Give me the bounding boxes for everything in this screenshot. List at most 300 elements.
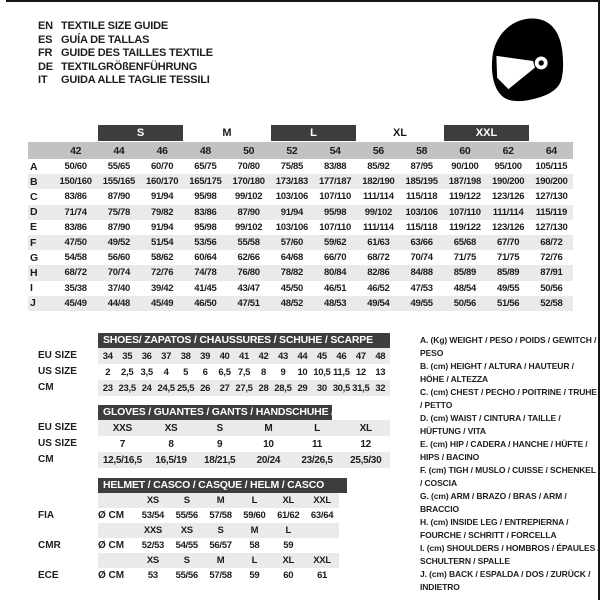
size-band-cell: 42 <box>70 144 82 157</box>
language-code: FR <box>38 47 53 59</box>
size-band-cell: 44 <box>113 144 125 157</box>
size-value: 83/86 <box>194 206 217 218</box>
size-value: 48/52 <box>280 297 304 309</box>
table-cell: XL <box>282 555 294 566</box>
bar-spacer <box>30 405 98 420</box>
table-cell: 6 <box>202 366 208 378</box>
size-row <box>28 281 573 296</box>
size-value: 87/90 <box>107 221 131 233</box>
size-value: 70/74 <box>107 267 131 279</box>
title-list <box>38 20 213 88</box>
table-cell: 18/21,5 <box>204 454 236 466</box>
table-cell: XXL <box>313 495 331 506</box>
table-cell: 8 <box>168 438 174 450</box>
table-cell: 47 <box>355 350 366 362</box>
group-header-cell: M <box>222 126 232 139</box>
size-value: 190/200 <box>492 176 525 188</box>
helmet-size-row <box>98 493 339 508</box>
table-cell: 57/58 <box>209 570 232 581</box>
size-value: 68/72 <box>540 237 563 249</box>
row-letter: C <box>30 190 38 203</box>
size-value: 44/48 <box>107 297 131 309</box>
size-value: 55/58 <box>237 237 260 249</box>
size-value: 70/80 <box>237 161 260 173</box>
helmet-size-row <box>98 553 339 568</box>
table-cell: 63/64 <box>310 510 334 521</box>
size-value: 65/75 <box>194 161 217 173</box>
table-cell: M <box>264 422 273 434</box>
gloves-title-bar: GLOVES / GUANTES / GANTS / HANDSCHUHE / GUANTI <box>98 405 332 420</box>
size-value: 71/74 <box>64 206 87 218</box>
size-row <box>28 159 573 174</box>
diameter-unit: Ø CM <box>98 570 125 581</box>
size-value: 51/54 <box>150 237 174 249</box>
table-cell: 24,5 <box>157 382 175 394</box>
size-value: 53/56 <box>194 237 217 249</box>
shoes-title-bar: SHOES/ ZAPATOS / CHAUSSURES / SCHUHE / SCARPE <box>98 333 390 348</box>
legend-item: I. (cm) SHOULDERS / HOMBROS / ÉPAULES / SCHULTERN / SPALLE <box>420 543 600 566</box>
table-row <box>98 436 390 452</box>
size-value: 45/49 <box>64 297 87 309</box>
table-cell: 10,5 <box>313 366 331 378</box>
legend <box>420 334 600 594</box>
table-cell: 23,5 <box>118 382 136 394</box>
size-value: 107/110 <box>319 191 351 203</box>
table-cell: 10 <box>263 438 274 450</box>
size-value: 91/94 <box>280 206 304 218</box>
table-cell: 8 <box>260 366 266 378</box>
size-value: 63/66 <box>410 237 433 249</box>
size-value: 46/50 <box>194 297 217 309</box>
size-value: 111/114 <box>363 221 394 233</box>
size-value: 95/98 <box>194 191 217 203</box>
size-value: 103/106 <box>275 191 308 203</box>
size-value: 111/114 <box>492 206 524 218</box>
size-band-cell: 62 <box>502 144 514 157</box>
helmet-size-row <box>98 523 339 538</box>
frame-border-top <box>6 0 600 2</box>
table-cell: 42 <box>258 350 269 362</box>
cert-label: ECE <box>38 570 59 581</box>
size-value: 48/54 <box>453 282 477 294</box>
size-value: 71/75 <box>496 252 520 264</box>
table-cell: 25,5 <box>176 382 195 394</box>
size-value: 83/86 <box>64 191 87 203</box>
table-cell: 6,5 <box>218 366 231 378</box>
table-cell: XS <box>146 495 159 506</box>
bar-spacer <box>30 333 98 348</box>
language-code: DE <box>38 60 53 73</box>
size-value: 173/183 <box>275 176 308 188</box>
size-value: 45/49 <box>150 297 174 309</box>
size-row <box>28 174 573 189</box>
helmet-value-row <box>98 568 339 583</box>
size-value: 68/72 <box>64 267 87 279</box>
size-value: 72/76 <box>540 252 563 264</box>
shoes-table <box>30 333 390 396</box>
size-table <box>28 124 573 311</box>
size-value: 35/38 <box>64 282 87 294</box>
table-cell: S <box>216 422 223 434</box>
size-value: 37/40 <box>107 282 131 294</box>
table-cell: 58 <box>249 540 260 551</box>
table-cell: 28,5 <box>274 382 292 394</box>
table-cell: 27,5 <box>235 382 253 394</box>
size-value: 160/170 <box>146 176 179 188</box>
size-value: 127/130 <box>535 191 568 203</box>
size-band-cell: 64 <box>545 144 557 157</box>
language-code: IT <box>38 74 48 86</box>
size-value: 66/70 <box>323 252 347 264</box>
size-value: 85/89 <box>496 267 520 279</box>
table-cell: 46 <box>336 350 347 362</box>
table-cell: 12,5/16,5 <box>102 454 142 466</box>
size-value: 155/165 <box>102 176 135 188</box>
table-cell: 61/62 <box>277 510 300 521</box>
legend-item: H. (cm) INSIDE LEG / ENTREPIERNA / FOURCHE / SCHRITT / FORCELLA <box>420 517 569 540</box>
group-header-cell: XXL <box>444 125 529 141</box>
cert-label: CMR <box>38 540 61 551</box>
table-cell: XS <box>164 422 178 434</box>
title-row <box>38 34 213 48</box>
size-value: 68/72 <box>367 252 390 264</box>
size-value: 95/98 <box>323 206 347 218</box>
table-cell: 25,5/30 <box>350 454 382 466</box>
table-cell: 36 <box>141 350 152 362</box>
size-value: 105/115 <box>535 161 568 173</box>
table-cell: 41 <box>239 350 249 362</box>
size-row <box>28 235 573 250</box>
table-cell: 28 <box>258 382 269 394</box>
row-label: US SIZE <box>38 438 77 449</box>
table-cell: 29 <box>297 382 308 394</box>
size-row <box>28 296 573 311</box>
legend-item: A. (Kg) WEIGHT / PESO / POIDS / GEWITCH / PESO <box>420 335 597 358</box>
size-value: 74/78 <box>194 267 217 279</box>
size-value: 59/62 <box>323 237 347 249</box>
size-value: 46/51 <box>323 282 347 294</box>
table-cell: 55/56 <box>175 510 198 521</box>
helmet-content <box>98 478 339 583</box>
diameter-unit: Ø CM <box>98 510 125 521</box>
group-header-cell <box>54 125 96 141</box>
size-value: 47/50 <box>64 237 87 249</box>
title-text: GUÍA DE TALLAS <box>61 33 150 46</box>
table-cell: 59/60 <box>243 510 266 521</box>
size-value: 52/58 <box>540 297 563 309</box>
row-letter: J <box>30 297 36 310</box>
row-label <box>30 523 98 538</box>
size-value: 87/95 <box>410 161 433 173</box>
size-band-cell: 56 <box>372 144 384 157</box>
table-cell: 23/26,5 <box>301 454 333 466</box>
helmet-row-labels <box>30 478 98 583</box>
table-cell: XXL <box>313 555 331 566</box>
size-value: 55/65 <box>107 161 131 173</box>
table-cell: 34 <box>102 350 113 362</box>
helmet-rows <box>98 493 339 583</box>
size-value: 50/56 <box>540 282 563 294</box>
table-cell: XXS <box>112 422 132 434</box>
size-value: 165/175 <box>189 176 222 188</box>
title-text: TEXTILGRÖßENFÜHRUNG <box>61 60 198 73</box>
size-band-cell: 52 <box>286 144 298 157</box>
table-cell: M <box>216 495 225 506</box>
row-letter: A <box>30 160 38 173</box>
size-value: 60/64 <box>194 252 217 264</box>
table-cell: L <box>314 422 320 434</box>
table-cell: XS <box>146 555 159 566</box>
size-value: 103/106 <box>405 206 438 218</box>
size-value: 64/68 <box>280 252 304 264</box>
size-row <box>28 189 573 204</box>
gloves-table <box>30 405 390 468</box>
group-header-cell: L <box>271 125 356 141</box>
table-cell: 37 <box>161 350 172 362</box>
size-row <box>28 205 573 220</box>
row-label: US SIZE <box>38 366 77 377</box>
table-cell: 60 <box>283 570 294 581</box>
size-value: 95/98 <box>194 221 217 233</box>
legend-item: D. (cm) WAIST / CINTURA / TAILLE / HÜFTUNG / VITA <box>420 413 561 436</box>
table-cell: 2,5 <box>121 366 134 378</box>
table-row <box>98 380 390 396</box>
size-row <box>28 250 573 265</box>
size-value: 61/63 <box>367 237 390 249</box>
size-value: 48/53 <box>323 297 347 309</box>
table-cell: 44 <box>297 350 308 362</box>
size-band-cell: 60 <box>459 144 471 157</box>
size-value: 187/198 <box>448 176 481 188</box>
size-value: 43/47 <box>237 282 260 294</box>
table-row <box>98 364 390 380</box>
size-band-cell: 46 <box>156 144 168 157</box>
table-cell: 53/54 <box>141 510 165 521</box>
table-cell: M <box>250 525 259 536</box>
table-cell: 57/58 <box>209 510 232 521</box>
table-cell: 40 <box>219 350 230 362</box>
table-row <box>98 452 390 468</box>
table-cell: 12 <box>355 366 366 378</box>
helmet-icon <box>487 15 565 112</box>
cert-label: FIA <box>38 510 55 521</box>
table-row <box>98 348 390 364</box>
table-cell: 5 <box>183 366 189 378</box>
size-value: 127/130 <box>535 221 568 233</box>
table-cell: 7,5 <box>237 366 251 378</box>
size-value: 39/42 <box>150 282 174 294</box>
table-cell: 52/53 <box>141 540 165 551</box>
size-value: 170/180 <box>232 176 265 188</box>
size-value: 85/89 <box>453 267 477 279</box>
size-value: 49/55 <box>496 282 520 294</box>
language-code: ES <box>38 33 53 46</box>
size-value: 58/62 <box>150 252 174 264</box>
size-value: 83/88 <box>323 161 347 173</box>
size-value: 99/102 <box>234 221 263 233</box>
table-cell: 30 <box>316 382 327 394</box>
size-band-row <box>28 142 573 159</box>
title-text: GUIDE DES TAILLES TEXTILE <box>61 47 213 59</box>
table-cell: 27 <box>219 382 230 394</box>
table-cell: 24 <box>141 382 152 394</box>
table-cell: 4 <box>163 366 169 378</box>
legend-item: B. (cm) HEIGHT / ALTURA / HAUTEUR / HÖHE / ALTEZZA <box>420 361 574 384</box>
size-value: 115/118 <box>406 191 438 203</box>
size-value: 85/92 <box>367 161 390 173</box>
size-value: 87/90 <box>107 191 131 203</box>
size-value: 60/70 <box>150 161 174 173</box>
title-row <box>38 61 213 75</box>
table-cell: 39 <box>200 350 211 362</box>
size-value: 80/84 <box>323 267 347 279</box>
size-value: 79/82 <box>150 206 174 218</box>
title-row <box>38 47 213 61</box>
size-value: 57/60 <box>280 237 304 249</box>
size-value: 107/110 <box>319 221 351 233</box>
size-value: 99/102 <box>234 191 263 203</box>
table-cell: 54/55 <box>175 540 198 551</box>
table-cell: 10 <box>297 366 308 378</box>
size-value: 95/100 <box>494 161 522 173</box>
group-header-row <box>28 124 573 141</box>
size-value: 99/102 <box>364 206 392 218</box>
row-label: CM <box>38 454 54 465</box>
size-value: 49/54 <box>367 297 390 309</box>
row-label <box>30 493 98 508</box>
group-header-cell <box>531 125 573 141</box>
table-cell: S <box>183 555 190 566</box>
helmet-size-table <box>30 478 339 583</box>
table-cell: 55/56 <box>175 570 198 581</box>
row-letter: H <box>30 266 38 279</box>
legend-item: J. (cm) BACK / ESPALDA / DOS / ZURÜCK / INDIETRO <box>420 569 591 592</box>
size-value: 177/187 <box>319 176 352 188</box>
table-cell: XL <box>282 495 294 506</box>
size-value: 150/160 <box>59 176 92 188</box>
size-value: 49/55 <box>410 297 433 309</box>
size-value: 103/106 <box>275 221 308 233</box>
table-cell: 20/24 <box>256 454 281 466</box>
table-cell: L <box>251 555 258 566</box>
table-cell: 12 <box>360 438 371 450</box>
size-value: 71/75 <box>453 252 477 264</box>
size-row <box>28 220 573 235</box>
title-text: TEXTILE SIZE GUIDE <box>61 20 169 32</box>
legend-item: E. (cm) HIP / CADERA / HANCHE / HÜFTE / HIPS / BACINO <box>420 439 588 462</box>
bar-spacer <box>30 478 98 493</box>
table-cell: L <box>251 495 258 506</box>
shoes-row-labels <box>30 333 98 396</box>
table-cell: 11,5 <box>332 366 350 378</box>
size-value: 50/56 <box>453 297 477 309</box>
size-band-cell: 50 <box>243 144 255 157</box>
table-cell: S <box>217 525 224 536</box>
gloves-content <box>98 405 390 468</box>
size-value: 62/66 <box>237 252 260 264</box>
size-value: 41/45 <box>194 282 217 294</box>
size-band-cell: 54 <box>329 144 341 157</box>
size-value: 190/200 <box>535 176 568 188</box>
size-value: 91/94 <box>150 191 174 203</box>
helmet-value-row <box>98 538 339 553</box>
table-row <box>98 420 390 436</box>
title-row <box>38 20 213 34</box>
size-value: 123/126 <box>492 191 525 203</box>
table-cell: 45 <box>316 350 327 362</box>
size-value: 50/60 <box>64 161 87 173</box>
table-cell: 30,5 <box>332 382 350 394</box>
size-value: 51/56 <box>496 297 520 309</box>
size-value: 90/100 <box>451 161 479 173</box>
table-cell: 2 <box>105 366 111 378</box>
size-value: 56/60 <box>107 252 131 264</box>
gloves-rows <box>98 420 390 468</box>
size-value: 76/80 <box>237 267 260 279</box>
table-cell: 16,5/19 <box>155 454 187 466</box>
table-cell: 13 <box>375 366 386 378</box>
table-cell: S <box>183 495 190 506</box>
table-cell: 38 <box>180 350 191 362</box>
table-cell: XXS <box>143 525 162 536</box>
table-cell: XL <box>359 422 372 434</box>
table-cell: 59 <box>249 570 260 581</box>
language-code: EN <box>38 20 53 32</box>
size-row <box>28 265 573 280</box>
shoes-rows <box>98 348 390 396</box>
title-row <box>38 74 213 88</box>
table-cell: 9 <box>280 366 286 378</box>
size-value: 84/88 <box>410 267 433 279</box>
table-cell: 61 <box>317 570 328 581</box>
size-value: 75/78 <box>107 206 131 218</box>
table-cell: 43 <box>277 350 288 362</box>
table-cell: 56/57 <box>209 540 232 551</box>
size-value: 49/52 <box>107 237 131 249</box>
size-value: 83/86 <box>64 221 87 233</box>
size-value: 70/74 <box>410 252 433 264</box>
size-value: 182/190 <box>362 176 395 188</box>
legend-item: G. (cm) ARM / BRAZO / BRAS / ARM / BRACCIO <box>420 491 567 514</box>
table-cell: 9 <box>217 438 223 450</box>
row-label: EU SIZE <box>38 350 77 361</box>
size-value: 115/118 <box>406 221 438 233</box>
size-value: 75/85 <box>280 161 304 173</box>
table-cell: 3,5 <box>140 366 153 378</box>
row-label: CM <box>38 382 54 393</box>
row-label: EU SIZE <box>38 422 77 433</box>
size-value: 46/52 <box>367 282 390 294</box>
size-value: 91/94 <box>150 221 174 233</box>
diameter-unit: Ø CM <box>98 540 125 551</box>
size-value: 47/51 <box>237 297 260 309</box>
size-value: 54/58 <box>64 252 87 264</box>
shoes-content <box>98 333 390 396</box>
size-band-cell: 48 <box>199 144 211 157</box>
size-value: 47/53 <box>410 282 433 294</box>
table-cell: M <box>216 555 225 566</box>
table-cell: 26 <box>200 382 211 394</box>
size-value: 78/82 <box>280 267 304 279</box>
row-letter: G <box>30 251 39 264</box>
group-header-cell: XL <box>392 126 408 139</box>
helmet-title-bar: HELMET / CASCO / CASQUE / HELM / CASCO <box>98 478 347 493</box>
size-value: 111/114 <box>363 191 394 203</box>
size-value: 45/50 <box>280 282 304 294</box>
table-cell: 23 <box>102 382 113 394</box>
row-label <box>30 553 98 568</box>
size-value: 82/86 <box>367 267 390 279</box>
